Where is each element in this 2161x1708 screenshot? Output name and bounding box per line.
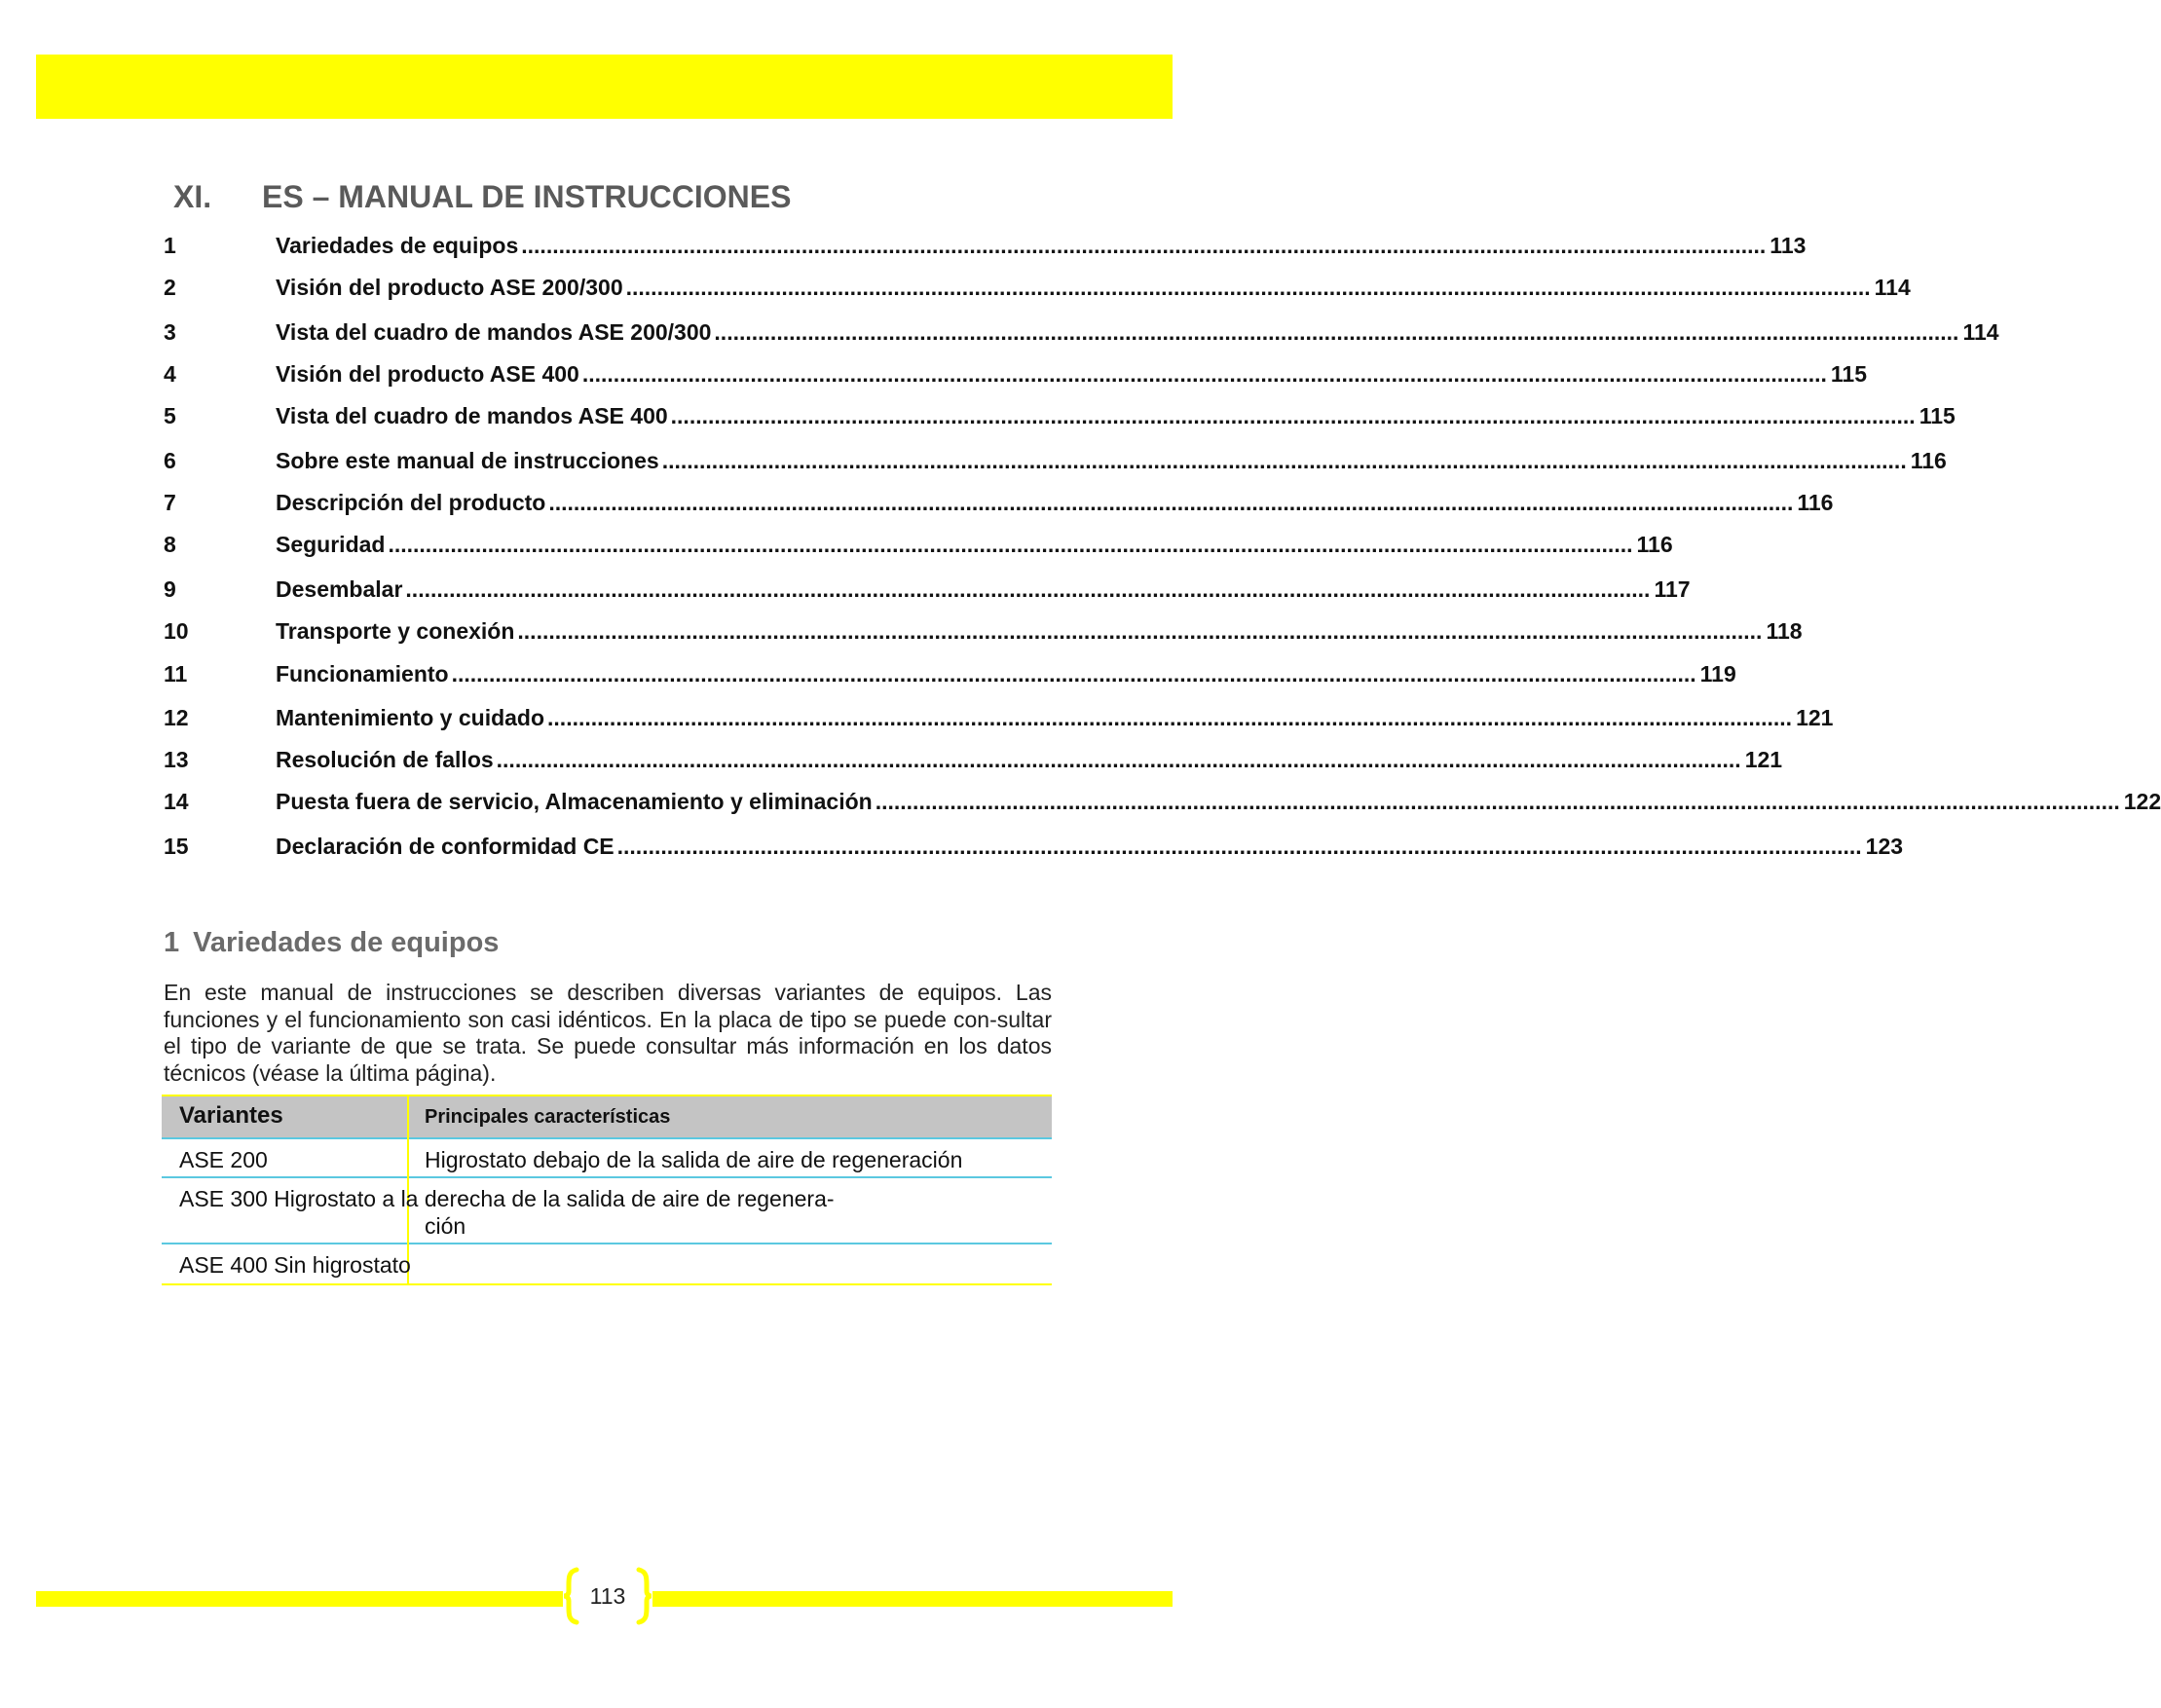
toc-entry-page: 115 <box>1830 361 1867 387</box>
toc-entry-number: 13 <box>164 747 189 772</box>
toc-entry[interactable] <box>164 532 1673 565</box>
toc-entry-title: Visión del producto ASE 400 <box>276 361 579 387</box>
row-divider <box>162 1137 1052 1139</box>
toc-entry-number: 6 <box>164 448 176 473</box>
chapter-number: 1 <box>164 927 180 958</box>
toc-entry-title: Variedades de equipos <box>276 233 519 258</box>
page-number: 113 <box>589 1583 626 1609</box>
toc-entry[interactable] <box>164 747 1783 780</box>
toc-entry-page: 113 <box>1770 233 1807 258</box>
toc-entry[interactable] <box>164 705 1834 738</box>
toc-entry-number: 14 <box>164 789 189 814</box>
header-features: Principales características <box>425 1106 671 1128</box>
toc-entry-title: Descripción del producto <box>276 490 546 515</box>
toc-entry-page: 119 <box>1699 661 1736 687</box>
toc-entry-page: 117 <box>1654 576 1691 602</box>
toc-entry-title: Funcionamiento <box>276 661 449 687</box>
toc-entry-page: 116 <box>1797 490 1834 515</box>
row2-line2: ción <box>425 1213 466 1239</box>
toc-entry-number: 10 <box>164 618 189 644</box>
toc-entry[interactable] <box>164 789 2161 822</box>
toc-entry[interactable] <box>164 661 1736 694</box>
toc-entry[interactable] <box>164 275 1911 308</box>
chapter-heading <box>164 927 499 959</box>
table-bottom-border <box>162 1283 1052 1285</box>
toc-entry-page: 116 <box>1910 448 1947 473</box>
toc-leader-dots: ........................................................................................................................................................................................................ <box>451 661 1696 687</box>
row3-line1: ASE 400 Sin higrostato <box>179 1252 411 1278</box>
toc-entry-title: Puesta fuera de servicio, Almacenamiento y eliminación <box>276 789 873 814</box>
toc-entry-page: 114 <box>1874 275 1911 300</box>
section-number: XI. <box>173 179 212 214</box>
toc-entry-page: 122 <box>2123 789 2161 814</box>
toc-entry[interactable] <box>164 834 1904 867</box>
toc-leader-dots: ........................................................................................................................................................................................................ <box>548 490 1794 515</box>
toc-entry-number: 15 <box>164 834 189 859</box>
toc-entry[interactable] <box>164 576 1691 610</box>
toc-entry-page: 116 <box>1636 532 1673 557</box>
row1-variant: ASE 200 <box>179 1147 268 1172</box>
toc-entry[interactable] <box>164 403 1956 436</box>
toc-entry-number: 11 <box>164 661 188 687</box>
toc-entry-title: Vista del cuadro de mandos ASE 400 <box>276 403 668 428</box>
toc-entry[interactable] <box>164 448 1947 481</box>
row2-line1: ASE 300 Higrostato a la derecha de la salida de aire de regenera- <box>179 1186 835 1211</box>
toc-entry-number: 5 <box>164 403 176 428</box>
toc-entry-number: 3 <box>164 319 176 345</box>
toc-entry-page: 115 <box>1919 403 1956 428</box>
toc-entry-title: Mantenimiento y cuidado <box>276 705 545 730</box>
top-yellow-band <box>36 55 1173 119</box>
toc-leader-dots: ........................................................................................................................................................................................................ <box>670 403 1916 428</box>
toc-leader-dots: ........................................................................................................................................................................................................ <box>547 705 1793 730</box>
toc-leader-dots: ........................................................................................................................................................................................................ <box>496 747 1741 772</box>
chapter-title: Variedades de equipos <box>193 927 500 958</box>
toc-leader-dots: ........................................................................................................................................................................................................ <box>625 275 1871 300</box>
toc-entry-page: 121 <box>1796 705 1834 730</box>
toc-entry-number: 9 <box>164 576 176 602</box>
toc-entry-number: 12 <box>164 705 189 730</box>
variants-table <box>162 1095 1052 1285</box>
toc-entry-page: 114 <box>1962 319 1999 345</box>
toc-leader-dots: ........................................................................................................................................................................................................ <box>388 532 1633 557</box>
toc-entry-title: Desembalar <box>276 576 403 602</box>
toc-entry-number: 1 <box>164 233 176 258</box>
toc-leader-dots: ........................................................................................................................................................................................................ <box>517 618 1763 644</box>
toc-leader-dots: ........................................................................................................................................................................................................ <box>405 576 1651 602</box>
toc-entry[interactable] <box>164 490 1834 523</box>
toc-entry-number: 8 <box>164 532 176 557</box>
toc-entry-number: 7 <box>164 490 176 515</box>
row1-feature: Higrostato debajo de la salida de aire de regeneración <box>425 1147 963 1172</box>
toc-entry[interactable] <box>164 361 1867 394</box>
section-title <box>173 179 1147 224</box>
toc-entry[interactable] <box>164 319 1999 353</box>
page-number-tab <box>563 1568 652 1624</box>
toc-entry-title: Sobre este manual de instrucciones <box>276 448 659 473</box>
toc-leader-dots: ........................................................................................................................................................................................................ <box>714 319 1959 345</box>
header-variants: Variantes <box>179 1102 283 1129</box>
toc-entry-number: 4 <box>164 361 176 387</box>
toc-entry-page: 123 <box>1865 834 1904 859</box>
chapter-paragraph: En este manual de instrucciones se describen diversas variantes de equipos. Las funciones y el funcionamiento son casi idénticos. En la placa de tipo se puede con-sultar el tipo de variante de que se trata. Se puede consultar más información en los datos técnicos (véase la última página). <box>164 980 1052 1086</box>
toc-leader-dots: ........................................................................................................................................................................................................ <box>875 789 2120 814</box>
toc-leader-dots: ........................................................................................................................................................................................................ <box>661 448 1907 473</box>
toc-entry-title: Vista del cuadro de mandos ASE 200/300 <box>276 319 712 345</box>
row-divider <box>162 1176 1052 1178</box>
toc-entry[interactable] <box>164 618 1803 651</box>
toc-leader-dots: ........................................................................................................................................................................................................ <box>581 361 1827 387</box>
toc-entry-page: 118 <box>1766 618 1803 644</box>
toc-entry-page: 121 <box>1744 747 1783 772</box>
row-divider <box>162 1243 1052 1244</box>
toc-entry[interactable] <box>164 233 1807 266</box>
toc-entry-title: Declaración de conformidad CE <box>276 834 615 859</box>
section-title-text: ES – MANUAL DE INSTRUCCIONES <box>262 179 792 214</box>
toc-entry-title: Transporte y conexión <box>276 618 515 644</box>
toc-entry-number: 2 <box>164 275 176 300</box>
toc-leader-dots: ........................................................................................................................................................................................................ <box>521 233 1767 258</box>
toc-entry-title: Seguridad <box>276 532 386 557</box>
toc-entry-title: Resolución de fallos <box>276 747 494 772</box>
toc-leader-dots: ........................................................................................................................................................................................................ <box>616 834 1862 859</box>
toc-entry-title: Visión del producto ASE 200/300 <box>276 275 623 300</box>
